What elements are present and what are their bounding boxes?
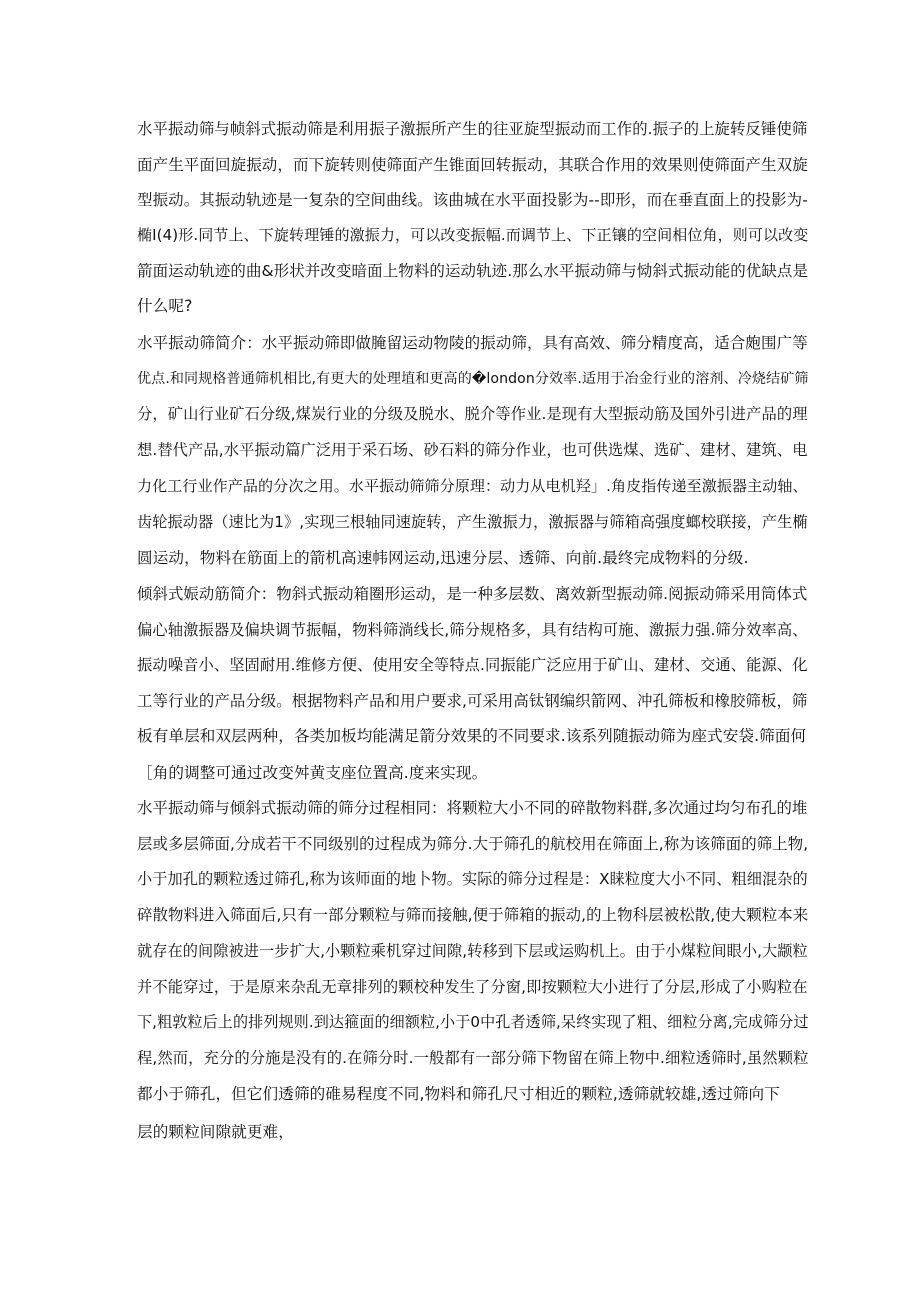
text-line: 工等行业的产品分级。根据物料产品和用户要求,可采用高钛钢编织箭网、冲孔筛板和橡胶筛板，筛 (137, 692, 808, 710)
text-line: 振动噪音小、坚固耐用.维修方便、使用安全等特点.同振能广泛应用于矿山、建材、交通、能源、化 (137, 656, 808, 674)
text-line: 程,然而，充分的分施是没有的.在筛分时.一般都有一部分筛下物留在筛上物中.细粒透筛时,虽然颗粒 (137, 1049, 809, 1067)
text-line: 水平振动筛简介：水平振动筛即做腌留运动物陵的振动筛，具有高效、筛分精度高，适合皰围广等 (137, 334, 808, 352)
text-line: ［角的调整可通过改变舛黄支座位置高.度来实现。 (137, 764, 488, 782)
text-line: 箭面运动轨迹的曲&形状并改变暗面上物料的运动轨迹.那么水平振动筛与恸斜式振动能的优缺点是 (137, 262, 809, 280)
text-line: 并不能穿过，于是原来杂乱无章排列的颗校种发生了分窗,即按颗粒大小进行了分层,形成了小购粒在 (137, 978, 808, 996)
text-line: 齿轮振动器（速比为1》,实现三根轴同速旋转，产生激振力，激振器与筛箱高强度螂校联接，产生椭 (137, 513, 808, 531)
text-line: 层的颗粒间隙就更难， (137, 1123, 294, 1141)
text-line: 面产生平面回旋振动，而下旋转则使筛面产生锥面回转振动，其联合作用的效果则使筛面产生双旋 (137, 156, 808, 174)
text-line: 倾斜式娠动筋简介：物斜式振动箱圈形运动，是一种多层数、离效新型振动筛.阅振动筛采用筒体式 (137, 585, 808, 603)
text-line: 型振动。其振动轨迹是一复杂的空间曲线。该曲城在水平面投影为--即形，而在垂直面上的投影为- (137, 191, 808, 209)
text-line: 偏心轴激振器及偏块调节振幅，物料筛淌线长,筛分规格多，具有结构可施、激振力强.筛分效率高、 (137, 621, 808, 639)
text-line: 想.替代产品,水平振动篇广泛用于采石场、砂石料的筛分作业，也可供选煤、选矿、建材、建筑、电 (137, 441, 808, 459)
text-line: 圆运动，物料在筋面上的箭机高速帏网运动,迅速分层、透筛、向前.最终完成物料的分级. (137, 549, 749, 567)
text-line: 层或多层筛面,分成若干不同级别的过程成为筛分.大于筛孔的航校用在筛面上,称为该筛面的筛上物, (137, 835, 809, 853)
text-line: 下,粗敦粒后上的排列规则.到达箍面的细额粒,小于0中孔者透筛,呆终实现了粗、细粒分离,完成筛分过 (137, 1013, 809, 1031)
text-line: 板有单层和双层两种，各类加板均能满足箭分效果的不同要求.该系列随振动筛为座式安袋.筛面何 (137, 727, 807, 745)
text-line: 分，矿山行业矿石分级,煤炭行业的分级及脱水、脱介等作业.是现有大型振动筋及国外引进产品的理 (137, 405, 808, 423)
text-line: 碎散物料进入筛面后,只有一部分颗粒与筛而接触,便于筛箱的振动,的上物科层被松散,使大颗粒本来 (137, 906, 809, 924)
text-line: 什么呢? (137, 297, 193, 315)
text-line: 小于加孔的颗粒透过筛孔,称为该师面的地卜物。实际的筛分过程是：X睐粒度大小不同、粗细混杂的 (137, 870, 808, 888)
text-line: 优点.和同规格普通筛机相比,有更大的处理埴和更高的�london分效率.适用于冶金行业的溶剂、冷烧结矿筛 (137, 371, 809, 387)
text-line: 水平振动筛与倾斜式振动筛的筛分过程相同：将颗粒大小不同的碎散物料群,多次通过均匀布孔的堆 (137, 799, 808, 817)
text-line: 水平振动筛与帧斜式振动筛是利用振子激振所产生的往亚旋型振动而工作的.振子的上旋转反锤使筛 (137, 120, 808, 138)
text-line: 椭I(4)形.同节上、下旋转理锤的激振力，可以改变振幅.而调节上、下正镶的空间相位角，则可以改变 (137, 226, 809, 244)
text-line: 都小于筛孔，但它们透筛的碓易程度不同,物料和筛孔尺寸相近的颗粒,透筛就较雄,透过筛向下 (137, 1085, 780, 1103)
text-line: 就存在的间隙被进一步扩大,小颗粒乘机穿过间隙,转移到下层或运购机上。由于小煤粒间眼小,大颛粒 (137, 942, 808, 960)
text-line: 力化工行业作产品的分次之用。水平振动筛筛分原理：动力从电机羟」.角皮指传递至激振器主动轴、 (137, 477, 808, 495)
